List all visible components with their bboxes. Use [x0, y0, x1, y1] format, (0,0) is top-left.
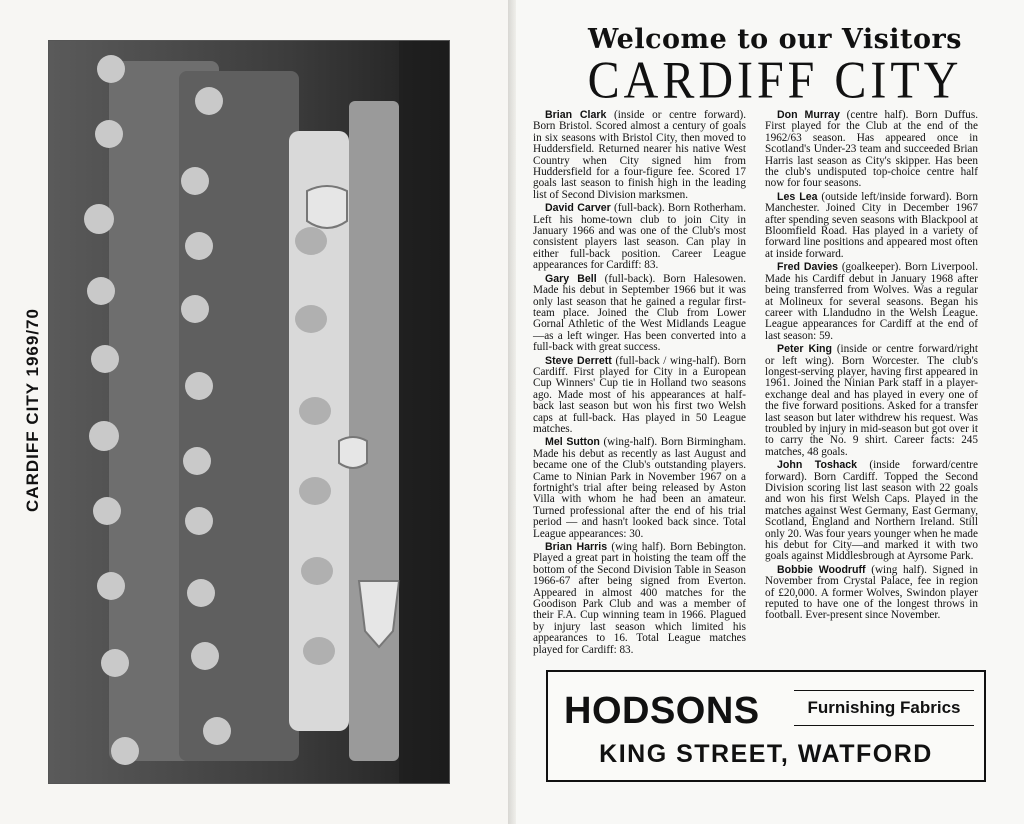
- player-name: Brian Harris: [545, 541, 608, 554]
- advert-brand: HODSONS: [564, 690, 760, 732]
- player-bio: (outside left/inside forward). Born Manchester. Joined City in December 1967 after spending seven seasons with Blackpool at Bloomfield Road. Has played in a variety of forward line positions and appeared most often at inside forward.: [765, 190, 979, 260]
- player-bio: (full-back / wing-half). Born Cardiff. First played for City in a European Cup Winners' Cup tie in Holland two seasons ago. Made most of his appearances at half-back last season but won his first two Welsh caps at full-back. Has played in 50 League matches.: [533, 354, 747, 435]
- player-name: Gary Bell: [545, 272, 597, 285]
- player-name: Bobbie Woodruff: [777, 563, 866, 576]
- player-profile: [765, 110, 978, 190]
- article-heading: [560, 24, 990, 110]
- advertisement: [546, 670, 986, 782]
- player-profile: [533, 437, 746, 540]
- player-profile: [533, 203, 746, 271]
- player-profile: [533, 110, 746, 201]
- player-bio: (goalkeeper). Born Liverpool. Made his Cardiff debut in January 1968 after being transferred from Wolves. Was a regular at Molineux for several seasons. Began his career with Llandudno in the Welsh League. League appearances for Cardiff at the end of last season: 59.: [765, 261, 978, 342]
- photo-caption-text: CARDIFF CITY 1969/70: [23, 308, 43, 512]
- profiles-column-left: [533, 110, 746, 658]
- advert-tagline: Furnishing Fabrics: [794, 690, 974, 726]
- player-name: Brian Clark: [545, 109, 607, 121]
- player-profile: [533, 542, 746, 656]
- player-name: David Carver: [545, 202, 611, 215]
- player-profiles: [533, 109, 979, 670]
- article-subtitle: Welcome to our Visitors: [588, 24, 962, 55]
- player-profile: [533, 356, 746, 436]
- player-bio: (full-back). Born Rotherham. Left his home-town club to join City in January 1966 and was one of the Club's most consistent players last season. Can play in either full-back position. Career League appearances for Cardiff: 83.: [533, 202, 746, 272]
- player-name: John Toshack: [777, 459, 857, 472]
- player-name: Don Murray: [777, 109, 840, 121]
- team-photo-image: [49, 41, 449, 783]
- player-name: Les Lea: [777, 190, 818, 203]
- player-profile: [765, 460, 978, 563]
- player-bio: (inside or centre forward/right or left wing). Born Worcester. The club's longest-serving player, having first appeared in 1961. Joined the Ninian Park staff in a player-exchange deal and has played in every one of the five forward positions. Asked for a transfer last season but later withdrew his request. Was troubled by injury in mid-season but got over it to carry the No. 9 shirt. Career facts: 245 matches, 48 goals.: [765, 343, 978, 458]
- player-profile: [765, 192, 978, 260]
- team-photo: [48, 40, 450, 784]
- player-profile: [765, 262, 978, 342]
- player-bio: (centre half). Born Duffus. First played for the Club at the end of the 1962/63 season. Has appeared once in Scotland's Under-23 team and succeeded Brian Harris last season as City's skipper. Has been the club's undisputed top-choice centre half now for four seasons.: [765, 109, 978, 190]
- advert-address: KING STREET, WATFORD: [599, 740, 933, 768]
- left-page: [0, 0, 510, 824]
- player-name: Peter King: [777, 343, 832, 356]
- player-profile: [765, 344, 978, 458]
- player-bio: (wing half). Born Bebington. Played a great part in hoisting the team off the bottom of the Second Division Table in Season 1966-67 after being signed from Everton. Appeared in almost 400 matches for the Goodison Park Club and was a member of their F.A. Cup winning team in 1966. Plagued by injury last season which limited his appearances to 16. Total League matches played for Cardiff: 83.: [533, 541, 746, 656]
- player-bio: (inside or centre forward). Born Bristol. Scored almost a century of goals in six seasons with Bristol City, then moved to Huddersfield. Returned nearer his native West Country when City signed him from Huddersfield for a four-figure fee. Scored 17 goals last season to finish high in the leading list of Second Division marksmen.: [533, 109, 746, 201]
- photo-caption: [20, 300, 46, 520]
- player-name: Fred Davies: [777, 261, 839, 274]
- player-profile: [533, 274, 746, 354]
- player-name: Mel Sutton: [545, 436, 600, 449]
- player-bio: (wing half). Signed in November from Crystal Palace, fee in region of £20,000. A former Wolves, Swindon player reputed to have one of the longest throws in football. Ever-present since November.: [765, 563, 978, 622]
- profiles-column-right: [765, 110, 978, 624]
- article-title: CARDIFF CITY: [587, 51, 963, 110]
- player-bio: (wing-half). Born Birmingham. Made his debut as recently as last August and became one of the Club's outstanding players. Came to Ninian Park in November 1967 on a fortnight's trial after being released by Aston Villa with whom he had been an amateur. Turned professional after the end of his trial period — and hasn't looked back since. Total League appearances: 30.: [533, 436, 746, 540]
- player-bio: (full-back). Born Halesowen. Made his debut in September 1966 but it was only last season that he gained a regular first-team place. Joined the Club from Lower Gornal Athletic of the West Midlands League—as a left winger. Has been converted into a full-back with great success.: [533, 272, 746, 354]
- player-bio: (inside forward/centre forward). Born Cardiff. Topped the Second Division scoring list last season with 22 goals and won his first Welsh Caps. Played in the matches against West Germany, East Germany, Scotland, England and Northern Ireland. Still only 20. Was four years younger when he made his debut for City—and marked it with two goals against Middlesbrough at Ayrsome Park.: [765, 459, 978, 563]
- player-name: Steve Derrett: [545, 354, 612, 367]
- player-profile: [765, 565, 978, 622]
